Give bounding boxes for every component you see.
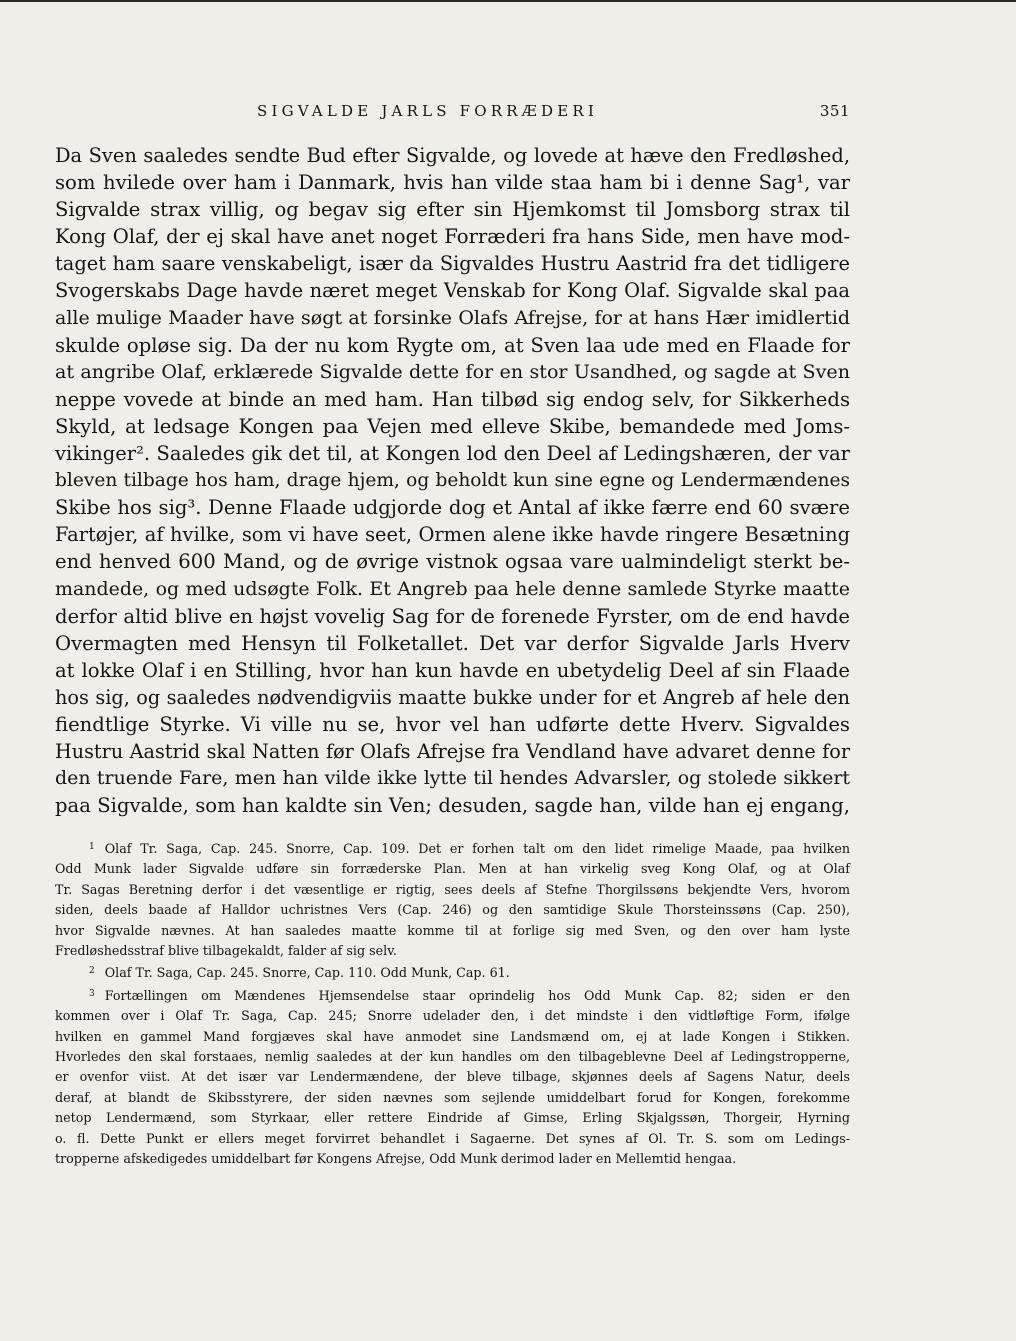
footnote-1-line: Fredløshedsstraf blive tilbagekaldt, falder af sig selv. [55, 943, 397, 959]
footnote-1-line [55, 837, 850, 859]
text-line: taget ham saare venskabeligt, især da Sigvaldes Hustru Aastrid fra det tidligere [55, 252, 850, 276]
footnote-3-line: tropperne afskedigedes umiddelbart før Kongens Afrejse, Odd Munk derimod lader en Mellemtid hengaa. [55, 1151, 737, 1167]
text-line: Fartøjer, af hvilke, som vi have seet, Ormen alene ikke havde ringere Besætning [55, 523, 850, 547]
footnote-3-line: netop Lendermænd, som Styrkaar, eller rettere Eindride af Gimse, Erling Skjalgssøn, Thorgeir, Hyrning [55, 1110, 850, 1126]
body-text [55, 142, 850, 819]
footnote-1-line: hvor Sigvalde nævnes. At han saaledes maatte komme til at forlige sig med Sven, og den over ham lyste [55, 922, 850, 938]
text-line: mandede, og med udsøgte Folk. Et Angreb paa hele denne samlede Styrke maatte [55, 577, 850, 600]
text-line: Svogerskabs Dage havde næret meget Venskab for Kong Olaf. Sigvalde skal paa [55, 279, 850, 303]
page-number: 351 [819, 102, 850, 120]
footnote-marker: 3 [89, 988, 95, 999]
text-line: paa Sigvalde, som han kaldte sin Ven; desuden, sagde han, vilde han ej engang, [55, 794, 850, 818]
text-line: fiendtlige Styrke. Vi ville nu se, hvor vel han udførte dette Hverv. Sigvaldes [55, 712, 850, 736]
footnote-text: Olaf Tr. Saga, Cap. 245. Snorre, Cap. 109. Det er forhen talt om den lidet rimelige Maade, paa hvilken [104, 841, 850, 856]
footnote-3-line: hvilken en gammel Mand forgjæves skal have anmodet sine Landsmænd om, ej at lade Kongen i Stikken. [55, 1028, 850, 1044]
text-line: hos sig, og saaledes nødvendigviis maatte bukke under for et Angreb af hele den [55, 685, 850, 709]
text-line: Da Sven saaledes sendte Bud efter Sigvalde, og lovede at hæve den Fredløshed, [55, 144, 850, 167]
text-line: Hustru Aastrid skal Natten før Olafs Afrejse fra Vendland have advaret denne for [55, 740, 850, 764]
text-line: den truende Fare, men han vilde ikke lytte til hendes Advarsler, og stolede sikkert [55, 767, 850, 790]
footnote-3-line: er ovenfor viist. At det især var Lendermændene, der bleve tilbage, skjønnes deels af Sagens Natur, deels [55, 1069, 850, 1085]
footnote-text: Olaf Tr. Saga, Cap. 245. Snorre, Cap. 110. Odd Munk, Cap. 61. [104, 965, 510, 981]
text-line: at lokke Olaf i en Stilling, hvor han kun havde en ubetydelig Deel af sin Flaade [55, 658, 850, 682]
text-line: Kong Olaf, der ej skal have anet noget Forræderi fra hans Side, men have mod- [55, 225, 850, 249]
text-line: at angribe Olaf, erklærede Sigvalde dette for en stor Usandhed, og sagde at Sven [55, 360, 850, 383]
text-line: bleven tilbage hos ham, drage hjem, og beholdt kun sine egne og Lendermændenes [55, 470, 850, 492]
running-title: SIGVALDE JARLS FORRÆDERI [257, 102, 598, 120]
text-line: neppe vovede at binde an med ham. Han tilbød sig endog selv, for Sikkerheds [55, 387, 850, 411]
footnote-text: Fortællingen om Mændenes Hjemsendelse staar oprindelig hos Odd Munk Cap. 82; siden er den [104, 987, 850, 1003]
text-line: derfor altid blive en højst vovelig Sag for de forenede Fyrster, om de end havde [55, 604, 850, 628]
footnote-3-line [55, 984, 850, 1006]
text-line: skulde opløse sig. Da der nu kom Rygte om, at Sven laa ude med en Flaade for [55, 333, 850, 357]
text-line: alle mulige Maader have søgt at forsinke Olafs Afrejse, for at hans Hær imidlertid [55, 306, 850, 329]
text-line: Skibe hos sig³. Denne Flaade udgjorde dog et Antal af ikke færre end 60 svære [55, 496, 850, 520]
footnote-1-line: Tr. Sagas Beretning derfor i det væsentlige er rigtig, sees deels af Stefne Thorgilssøns bekjendte Vers, hvorom [55, 881, 850, 897]
footnote-1-line: Odd Munk lader Sigvalde udføre sin forræderske Plan. Men at han virkelig sveg Kong Olaf, og at Olaf [55, 861, 850, 877]
text-line: vikinger². Saaledes gik det til, at Kongen lod den Deel af Ledingshæren, der var [55, 442, 850, 466]
footnote-3-line: o. fl. Dette Punkt er ellers meget forvirret behandlet i Sagaerne. Det synes af Ol. Tr. S. som om Ledings- [55, 1130, 850, 1146]
footnote-marker: 2 [89, 966, 95, 977]
footnote-3-line: kommen over i Olaf Tr. Saga, Cap. 245; Snorre udelader den, i det mindste i den vidtløftige Form, ifølge [55, 1008, 850, 1024]
text-line: som hvilede over ham i Danmark, hvis han vilde staa ham bi i denne Sag¹, var [55, 171, 850, 195]
footnote-marker: 1 [89, 842, 95, 852]
text-line: Sigvalde strax villig, og begav sig efter sin Hjemkomst til Jomsborg strax til [55, 198, 850, 222]
footnotes [55, 837, 850, 1170]
text-line: Skyld, at ledsage Kongen paa Vejen med elleve Skibe, bemandede med Joms- [55, 414, 850, 438]
text-line: Overmagten med Hensyn til Folketallet. Det var derfor Sigvalde Jarls Hverv [55, 631, 850, 655]
footnote-3-line: Hvorledes den skal forstaaes, nemlig saaledes at der kun handles om den tilbageblevne Deel af Ledingstropperne, [55, 1049, 850, 1065]
footnote-1-line: siden, deels baade af Halldor uchristnes Vers (Cap. 246) og den samtidige Skule Thorsteinssøns (Cap. 250), [55, 902, 850, 918]
page-header [55, 102, 850, 126]
footnote-3-line: deraf, at blandt de Skibsstyrere, der siden nævnes som sejlende umiddelbart forud for Kongen, forekomme [55, 1089, 850, 1105]
text-line: end henved 600 Mand, og de øvrige vistnok ogsaa vare ualmindeligt sterkt be- [55, 550, 850, 574]
footnote-2-line [55, 961, 850, 983]
